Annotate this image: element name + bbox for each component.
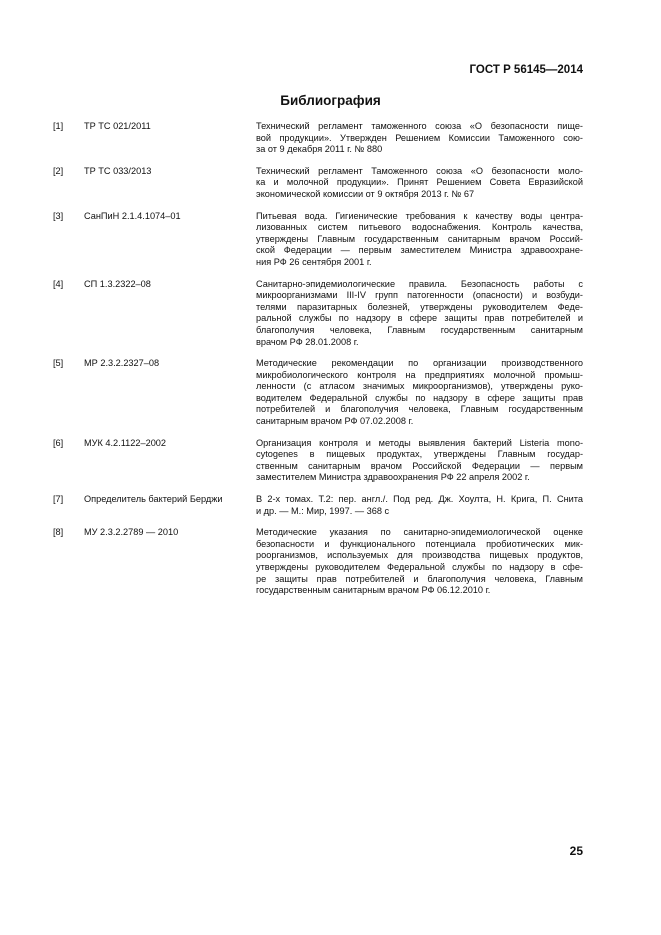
bibliography-entry	[53, 438, 583, 484]
entry-description-line: благополучия человека, Главным государственным санитарным	[256, 324, 583, 335]
entry-designation: Определитель бактерий Берджи	[84, 494, 223, 505]
entry-description-line: утверждены руководителем Федеральной службы по надзору в сфе-	[256, 562, 583, 572]
entry-description-line: врачом РФ 28.01.2008 г.	[256, 336, 359, 347]
entry-description-line: телями паразитарных болезней, утверждены руководителем Феде-	[256, 301, 583, 312]
entry-number: [8]	[53, 527, 64, 538]
entry-description-line: санитарным врачом РФ 07.02.2008 г.	[256, 416, 414, 427]
entry-description-line: Технический регламент таможенного союза «О безопасности пище-	[256, 121, 583, 131]
entry-description-line: экономической комиссии от 9 октября 2013 г. № 67	[256, 188, 475, 199]
entry-designation: ТР ТС 021/2011	[84, 121, 151, 131]
entry-number: [1]	[53, 121, 64, 131]
entry-description-line: ственным санитарным врачом Российской Федерации — первым	[256, 460, 583, 471]
bibliography-list	[53, 121, 583, 607]
bibliography-entry	[53, 279, 583, 349]
entry-designation: МУК 4.2.1122–2002	[84, 437, 167, 448]
entry-description-line: утверждены Главным государственным санитарным врачом Россий-	[256, 233, 583, 244]
entry-description-line: безопасности и функционального потенциала пробиотических мик-	[256, 538, 583, 549]
entry-description-line: ральной службы по надзору в сфере защиты прав потребителей и	[256, 313, 583, 324]
entry-description	[256, 358, 583, 428]
entry-description-line: Организация контроля и методы выявления бактерий Listeria mono-	[256, 437, 583, 448]
page-number: 25	[569, 844, 583, 858]
entry-designation: МУ 2.3.2.2789 — 2010	[84, 527, 179, 538]
entry-description	[256, 121, 583, 156]
entry-number: [5]	[53, 358, 64, 369]
entry-description	[256, 166, 583, 201]
standard-code: ГОСТ Р 56145—2014	[469, 64, 583, 76]
entry-description-line: Методические рекомендации по организации производственного	[256, 358, 583, 369]
entry-description-line: ре защиты прав потребителей и благополучия человека, Главным	[256, 573, 583, 584]
entry-description-line: cytogenes в пищевых продуктах, утверждены Главным государ-	[256, 449, 583, 460]
entry-number: [2]	[53, 165, 64, 176]
entry-description-line: ленности (с атласом значимых микроорганизмов), утверждены руко-	[256, 381, 583, 392]
bibliography-entry	[53, 494, 583, 517]
entry-designation: МР 2.3.2.2327–08	[84, 358, 160, 369]
page-title: Библиография	[280, 93, 381, 108]
entry-description-line: Методические указания по санитарно-эпидемиологической оценке	[256, 527, 583, 538]
entry-designation: СП 1.3.2322–08	[84, 278, 151, 289]
entry-description-line: заместителем Министра здравоохранения РФ 22 апреля 2002 г.	[256, 472, 530, 483]
entry-number: [7]	[53, 494, 64, 505]
entry-description-line: Санитарно-эпидемиологические правила. Безопасность работы с	[256, 278, 583, 289]
entry-description-line: за от 9 декабря 2011 г. № 880	[256, 144, 383, 155]
entry-description-line: и др. — М.: Мир, 1997. — 368 с	[256, 505, 390, 516]
entry-description-line: вой продукции». Утвержден Решением Комиссии Таможенного сою-	[256, 132, 583, 143]
bibliography-entry	[53, 358, 583, 428]
entry-description-line: ния РФ 26 сентября 2001 г.	[256, 256, 372, 267]
entry-number: [6]	[53, 437, 64, 448]
entry-description-line: ка и молочной продукции». Принят Решением Совета Евразийской	[256, 177, 583, 188]
entry-number: [3]	[53, 210, 64, 221]
entry-description-line: микробиологического контроля на предприятиях молочной промыш-	[256, 369, 583, 380]
entry-designation: ТР ТС 033/2013	[84, 165, 152, 176]
entry-description	[256, 527, 583, 597]
entry-description	[256, 438, 583, 484]
entry-description-line: государственным санитарным врачом РФ 06.12.2010 г.	[256, 585, 491, 596]
bibliography-entry	[53, 121, 583, 156]
entry-description-line: водителем Федеральной службы по надзору в сфере защиты прав	[256, 392, 583, 403]
entry-description	[256, 494, 583, 517]
entry-description-line: В 2-х томах. Т.2: пер. англ./. Под ред. Дж. Хоулта, Н. Крига, П. Снита	[256, 494, 583, 505]
entry-description	[256, 211, 583, 269]
entry-number: [4]	[53, 278, 64, 289]
bibliography-entry	[53, 527, 583, 597]
entry-description-line: Технический регламент Таможенного союза «О безопасности моло-	[256, 165, 583, 176]
entry-description-line: микроорганизмами III-IV групп патогенности (опасности) и возбуди-	[256, 290, 583, 301]
bibliography-entry	[53, 166, 583, 201]
entry-description-line: Питьевая вода. Гигиенические требования к качеству воды центра-	[256, 210, 583, 221]
entry-description-line: роорганизмов, используемых для производства пищевых продуктов,	[256, 550, 583, 561]
entry-description-line: лизованных систем питьевого водоснабжения. Контроль качества,	[256, 222, 583, 233]
entry-designation: СанПиН 2.1.4.1074–01	[84, 210, 181, 221]
entry-description-line: потребителей и благополучия человека, Главным государственным	[256, 404, 583, 415]
entry-description-line: ской Федерации — первым заместителем Министра здравоохране-	[256, 245, 583, 256]
bibliography-entry	[53, 211, 583, 269]
entry-description	[256, 279, 583, 349]
